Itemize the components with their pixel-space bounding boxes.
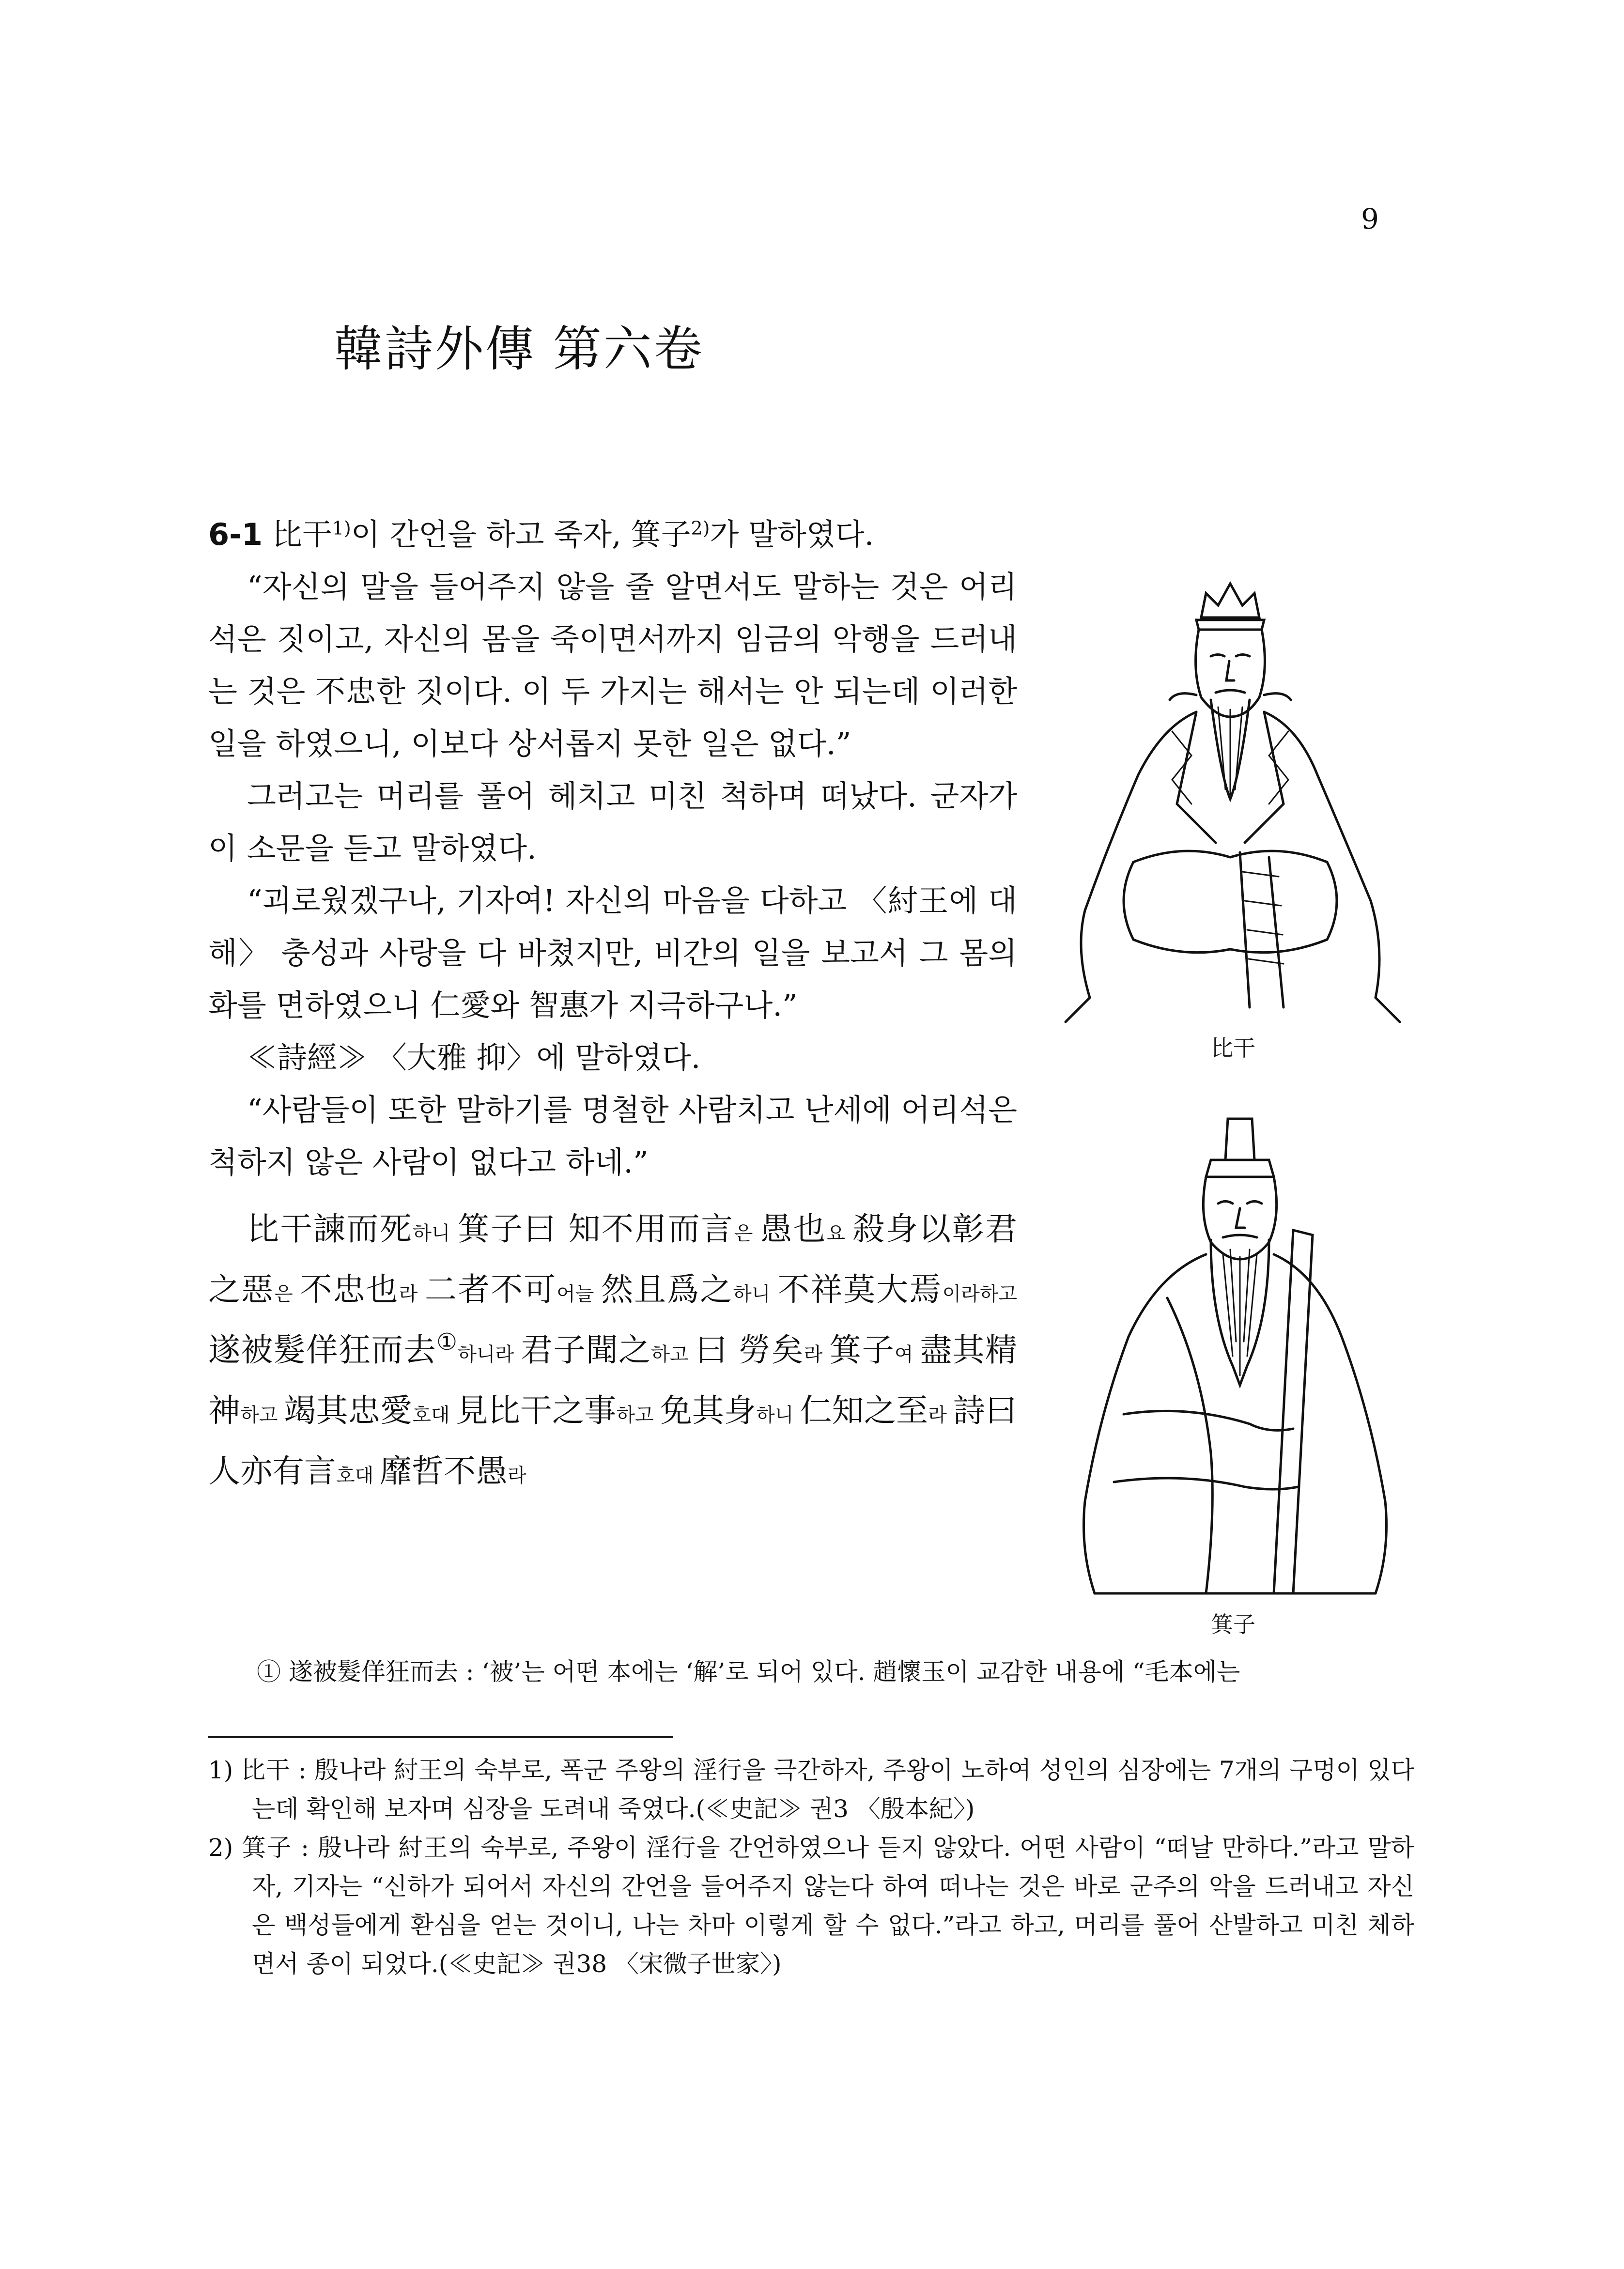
classical-phrase: 免其身	[660, 1392, 757, 1429]
footnotes	[208, 1751, 1414, 1983]
hyeonto: 라	[399, 1283, 425, 1305]
translation-paragraph: 그러고는 머리를 풀어 헤치고 미친 척하며 떠났다. 군자가 이 소문을 듣고 말하였다.	[208, 778, 1017, 866]
translation-paragraph: “자신의 말을 들어주지 않을 줄 알면서도 말하는 것은 어리석은 짓이고, 자신의 몸을 죽이면서까지 임금의 악행을 드러내는 것은 不忠한 짓이다. 이 두 가지는 해서는 안 되는데 이러한 일을 하였으니, 이보다 상서롭지 못한 일은 없다.”	[208, 569, 1017, 761]
hyeonto: 여	[894, 1343, 920, 1366]
intro-text: 比干	[272, 517, 332, 552]
classical-phrase: 然且爲之	[601, 1271, 733, 1308]
footnote-item	[208, 1828, 1414, 1983]
translation-paragraph: “괴로웠겠구나, 기자여! 자신의 마음을 다하고 〈紂王에 대해〉 충성과 사랑을 다 바쳤지만, 비간의 일을 보고서 그 몸의 화를 면하였으니 仁愛와 智惠가 지극하구나.”	[208, 883, 1017, 1023]
classical-phrase: 竭其忠愛	[284, 1392, 413, 1429]
hyeonto: 하니	[413, 1222, 458, 1245]
hyeonto: 라	[508, 1465, 526, 1487]
classical-phrase: 殺身以彰君之惡	[208, 1210, 1018, 1308]
jizi-caption: 箕子	[1211, 1611, 1255, 1637]
footnote-text: 比干 : 殷나라 紂王의 숙부로, 폭군 주왕의 淫行을 극간하자, 주왕이 노하여 성인의 심장에는 7개의 구멍이 있다는데 확인해 보자며 심장을 도려내 죽였다.(≪史記≫ 권3 〈殷本紀〉)	[241, 1756, 1414, 1823]
jizi-portrait-icon	[1066, 1114, 1405, 1598]
classical-text	[208, 1201, 1017, 1504]
footnote-ref: 2)	[691, 517, 710, 539]
chapter-title: 韓詩外傳 第六卷	[334, 321, 704, 377]
classical-phrase: 見比干之事	[456, 1392, 617, 1429]
classical-phrase: 不祥莫大焉	[777, 1271, 943, 1308]
hyeonto: 하니	[756, 1404, 800, 1426]
intro-text: 이 간언을 하고 죽자, 箕子	[351, 517, 691, 552]
hyeonto: 라	[928, 1404, 953, 1426]
footnote-item	[208, 1751, 1414, 1828]
hyeonto: 은	[274, 1283, 300, 1305]
hyeonto: 은	[734, 1222, 760, 1245]
hyeonto: 요	[826, 1222, 853, 1245]
hyeonto: 라	[804, 1343, 830, 1366]
classical-phrase: 曰 勞矣	[695, 1331, 804, 1369]
classical-phrase: 比干諫而死	[247, 1210, 413, 1248]
section-intro	[208, 509, 1017, 561]
classical-phrase: 箕子曰 知不用而言	[457, 1210, 734, 1248]
classical-phrase: 不忠也	[300, 1271, 399, 1308]
footnote-mark: 2)	[208, 1834, 233, 1862]
classical-phrase: 愚也	[760, 1210, 827, 1248]
collation-note: ① 遂被髮佯狂而去 : ‘被’는 어떤 本에는 ‘解’로 되어 있다. 趙懷玉이 교감한 내용에 “毛本에는	[257, 1658, 1240, 1686]
classical-phrase: 仁知之至	[800, 1392, 928, 1429]
translation-paragraph: “사람들이 또한 말하기를 명철한 사람치고 난세에 어리석은 척하지 않은 사람이 없다고 하네.”	[208, 1092, 1017, 1180]
main-text	[208, 509, 1017, 1504]
footnote-divider	[208, 1736, 673, 1738]
hyeonto: 호대	[336, 1465, 380, 1487]
footnote-ref: 1)	[332, 517, 351, 539]
classical-phrase: 靡哲不愚	[380, 1452, 508, 1490]
classical-phrase: 君子聞之	[521, 1331, 651, 1369]
footnote-mark: 1)	[208, 1756, 233, 1784]
hyeonto: 하고	[240, 1404, 284, 1426]
hyeonto: 하고	[616, 1404, 660, 1426]
hyeonto: 호대	[412, 1404, 456, 1426]
classical-phrase: 箕子	[829, 1331, 895, 1369]
collation-mark: ①	[436, 1328, 458, 1356]
bigan-portrait-icon	[1056, 571, 1405, 1036]
classical-phrase: 盡其精神	[208, 1331, 1018, 1429]
hyeonto: 하니	[733, 1283, 778, 1305]
classical-phrase: 詩曰 人亦有言	[208, 1392, 1018, 1490]
hyeonto: 하고	[651, 1343, 696, 1366]
page-number: 9	[1361, 202, 1379, 235]
hyeonto: 하니라	[458, 1343, 521, 1366]
footnote-text: 箕子 : 殷나라 紂王의 숙부로, 주왕이 淫行을 간언하였으나 듣지 않았다. 어떤 사람이 “떠날 만하다.”라고 말하자, 기자는 “신하가 되어서 자신의 간언을 들어주지 않는다 하여 떠나는 것은 바로 군주의 악을 드러내고 자신은 백성들에게 환심을 얻는 것이니, 나는 차마 이렇게 할 수 없다.”라고 하고, 머리를 풀어 산발하고 미친 체하면서 종이 되었다.(≪史記≫ 권38 〈宋微子世家〉)	[242, 1834, 1414, 1978]
translation-paragraph: ≪詩經≫ 〈大雅 抑〉에 말하였다.	[247, 1040, 701, 1075]
intro-text: 가 말하였다.	[710, 517, 874, 552]
section-number: 6-1	[208, 517, 263, 552]
hyeonto: 이라하고	[942, 1283, 1018, 1305]
classical-phrase: 遂被髮佯狂而去	[208, 1331, 436, 1369]
bigan-caption: 比干	[1211, 1035, 1255, 1061]
hyeonto: 어늘	[557, 1283, 602, 1305]
classical-phrase: 二者不可	[424, 1271, 557, 1308]
